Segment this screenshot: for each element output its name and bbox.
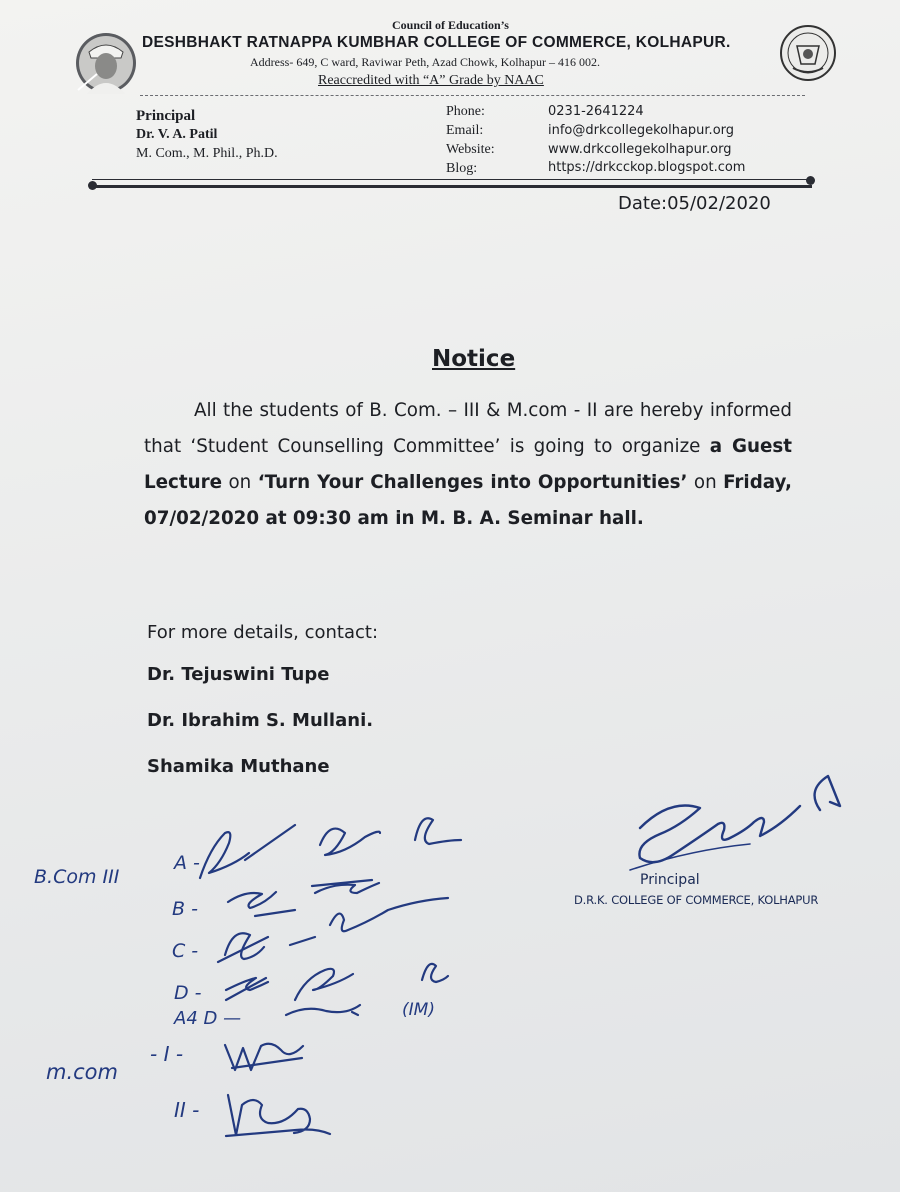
contact-person: Shamika Muthane bbox=[147, 756, 330, 777]
initials-scribble bbox=[225, 1044, 303, 1070]
initials-scribble bbox=[286, 1005, 360, 1015]
principal-signature-underline bbox=[630, 844, 750, 870]
initials-scribble bbox=[200, 825, 295, 878]
phone-label: Phone: bbox=[446, 104, 485, 119]
notice-title: Notice bbox=[432, 346, 516, 372]
initials-scribble bbox=[415, 818, 461, 844]
blog-label: Blog: bbox=[446, 161, 478, 176]
hw-bcom-label: B.Com III bbox=[34, 866, 120, 888]
college-address: Address- 649, C ward, Raviwar Peth, Azad Chowk, Kolhapur – 416 002. bbox=[250, 55, 600, 69]
hw-mcom-part-i: - I - bbox=[150, 1042, 184, 1066]
header-dotted-divider bbox=[140, 95, 805, 96]
college-name: DESHBHAKT RATNAPPA KUMBHAR COLLEGE OF COMMERCE, KOLHAPUR. bbox=[142, 34, 731, 51]
initials-scribble bbox=[226, 978, 268, 1000]
initials-scribble bbox=[228, 892, 295, 916]
founder-portrait-logo bbox=[75, 32, 137, 94]
website-value: www.drkcollegekolhapur.org bbox=[548, 142, 732, 157]
phone-value: 0231-2641224 bbox=[548, 104, 644, 119]
signature-principal-title: Principal bbox=[640, 872, 700, 888]
principal-title: Principal bbox=[136, 108, 196, 124]
hw-mcom-part-ii: II - bbox=[174, 1098, 200, 1122]
hw-mcom-label: m.com bbox=[46, 1060, 118, 1084]
hw-division-c: C - bbox=[172, 940, 199, 962]
accreditation-line: Reaccredited with “A” Grade by NAAC bbox=[318, 73, 544, 88]
hw-division-a: A - bbox=[174, 852, 200, 874]
blog-value: https://drkcckop.blogspot.com bbox=[548, 160, 746, 175]
initials-scribble bbox=[320, 829, 380, 855]
college-emblem-logo bbox=[779, 24, 837, 82]
contact-label: For more details, contact: bbox=[147, 622, 379, 643]
hw-im-note: (IM) bbox=[402, 1000, 435, 1020]
initials-scribble bbox=[312, 880, 379, 893]
initials-scribble bbox=[290, 898, 448, 945]
header-rule-thin bbox=[92, 179, 812, 180]
contact-person: Dr. Ibrahim S. Mullani. bbox=[147, 710, 374, 731]
body-text-3: on bbox=[687, 472, 724, 493]
body-date-venue: Friday, 07/02/2020 at 09:30 am in M. B. A. Seminar hall. bbox=[144, 472, 792, 529]
initials-scribble bbox=[422, 964, 448, 982]
council-heading: Council of Education’s bbox=[392, 18, 509, 32]
body-guest-lecture: a Guest Lecture bbox=[144, 436, 792, 493]
body-text-2: on bbox=[222, 472, 258, 493]
website-label: Website: bbox=[446, 142, 495, 157]
initials-scribble bbox=[295, 969, 353, 1000]
hw-division-b: B - bbox=[172, 898, 198, 920]
rule-end-dot-left bbox=[88, 181, 97, 190]
email-value: info@drkcollegekolhapur.org bbox=[548, 123, 735, 138]
header-rule-thick bbox=[92, 185, 812, 188]
notice-date: Date:05/02/2020 bbox=[618, 193, 771, 214]
hw-division-d: D - bbox=[174, 982, 202, 1004]
rule-end-dot-right bbox=[806, 176, 815, 185]
body-lecture-topic: ‘Turn Your Challenges into Opportunities’ bbox=[257, 472, 688, 493]
principal-name: Dr. V. A. Patil bbox=[136, 127, 218, 142]
initials-scribble bbox=[218, 933, 268, 962]
principal-degrees: M. Com., M. Phil., Ph.D. bbox=[136, 146, 278, 161]
contact-person: Dr. Tejuswini Tupe bbox=[147, 664, 330, 685]
initials-scribble bbox=[226, 1095, 330, 1136]
notice-body bbox=[144, 393, 792, 537]
email-label: Email: bbox=[446, 123, 484, 138]
hw-division-ad: A4 D — bbox=[174, 1008, 242, 1029]
principal-signature bbox=[639, 776, 840, 862]
signature-college-stamp: D.R.K. COLLEGE OF COMMERCE, KOLHAPUR bbox=[574, 893, 819, 907]
body-text-1: All the students of B. Com. – III & M.com - II are hereby informed that ‘Student Counselling Committee’ is going to organize bbox=[144, 400, 792, 457]
